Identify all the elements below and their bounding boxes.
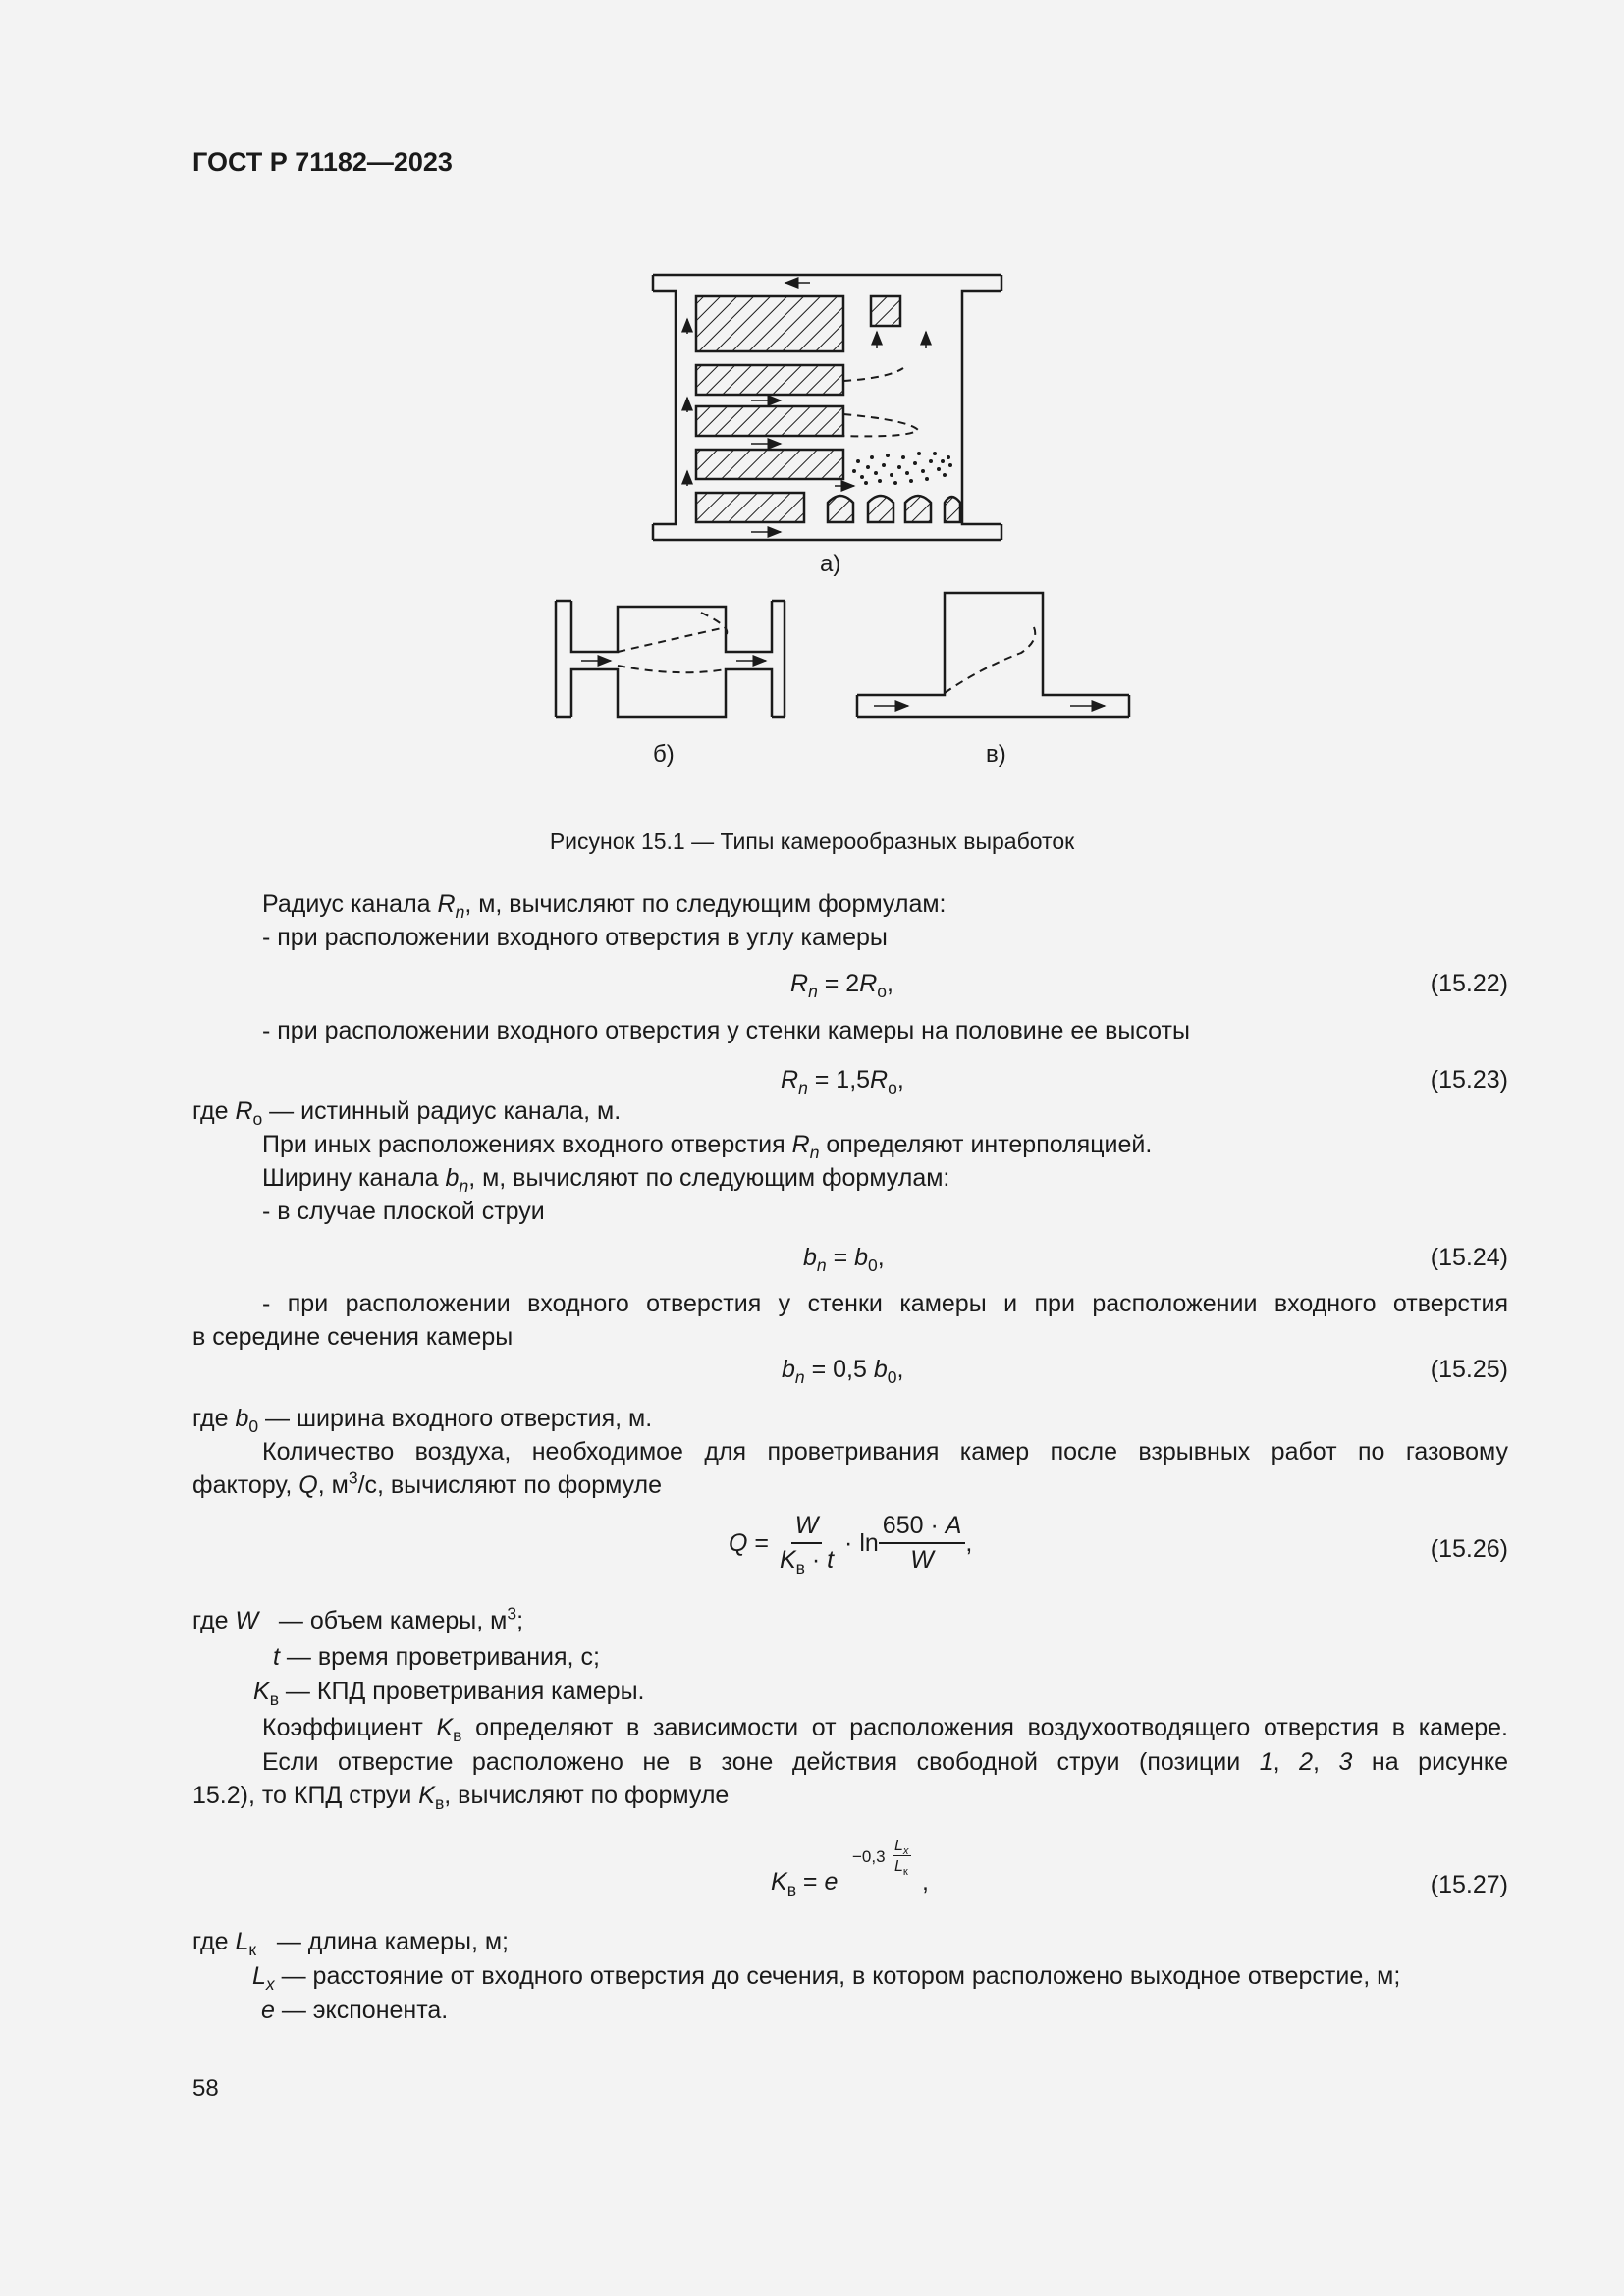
equation-number-15-24: (15.24) — [1430, 1244, 1508, 1271]
definition-w: где W — объем камеры, $м^3$; — [192, 1603, 524, 1634]
equation-15-23: $R_n = 1,5R_о$, — [781, 1066, 904, 1097]
figure-b-chamber — [556, 601, 785, 717]
definition-lx: $L_x$ — расстояние от входного отверстия до сечения, в котором расположено выходное отверстие, м; — [252, 1962, 1401, 1994]
figure-v-chamber — [857, 593, 1129, 717]
paragraph-width: Ширину канала $b_n$, м, вычисляют по следующим формулам: — [262, 1164, 950, 1196]
document-header: ГОСТ Р 71182—2023 — [192, 147, 453, 177]
definition-lk: где $L_к$ — длина камеры, м; — [192, 1928, 509, 1959]
figure-a-chamber — [653, 275, 1001, 540]
paragraph-wall-middle: - при расположении входного отверстия у стенки камеры и при расположении входного отверстия — [262, 1290, 1508, 1317]
figure-label-a: а) — [820, 551, 841, 577]
equation-15-25: $b_n = 0,5$ $b_0$, — [782, 1356, 904, 1387]
equation-number-15-25: (15.25) — [1430, 1356, 1508, 1383]
figure-label-b: б) — [653, 741, 675, 768]
equation-number-15-23: (15.23) — [1430, 1066, 1508, 1094]
paragraph-free-jet: Если отверстие расположено не в зоне действия свободной струи (позиции 1, 2, 3 на рисунке — [262, 1748, 1508, 1776]
definition-t: t — время проветривания, с; — [273, 1643, 600, 1671]
equation-15-24: $b_n = b_0$, — [803, 1244, 885, 1275]
definition-e: e — экспонента. — [261, 1997, 449, 2024]
paragraph-air-quantity: Количество воздуха, необходимое для проветривания камер после взрывных работ по газовому — [262, 1438, 1508, 1466]
equation-number-15-26: (15.26) — [1430, 1535, 1508, 1563]
paragraph-corner: - при расположении входного отверстия в углу камеры — [262, 924, 888, 951]
paragraph-interpolation: При иных расположениях входного отверстия $R_n$ определяют интерполяцией. — [262, 1131, 1153, 1162]
paragraph-factor: фактору, Q, $м^3/с$, вычисляют по формуле — [192, 1468, 663, 1499]
paragraph-wall: - при расположении входного отверстия у стенки камеры на половине ее высоты — [262, 1017, 1190, 1044]
paragraph-coefficient: Коэффициент $K_в$ определяют в зависимости от расположения воздухоотводящего отверстия в камере. — [262, 1714, 1508, 1745]
figure-a-dust-cloud — [852, 452, 952, 485]
equation-15-26: Q = $\frac{W}{K_в \cdot t}$ · ln $\frac{650 \cdot A}{W}$ , — [729, 1512, 973, 1577]
equation-15-22: $R_n = 2R_о$, — [790, 970, 893, 1001]
equation-number-15-22: (15.22) — [1430, 970, 1508, 997]
definition-ro: где $R_о$ — истинный радиус канала, м. — [192, 1097, 622, 1129]
page-number: 58 — [192, 2075, 219, 2102]
figure-caption: Рисунок 15.1 — Типы камерообразных выработок — [549, 828, 1075, 854]
equation-15-27: $K_в = e$ −0,3 $L_x$ $L_к$ , — [771, 1838, 929, 1899]
paragraph-middle: в середине сечения камеры — [192, 1323, 514, 1351]
definition-kv: $K_в$ — КПД проветривания камеры. — [253, 1678, 645, 1709]
paragraph-flat-jet: - в случае плоской струи — [262, 1198, 545, 1225]
paragraph-radius: Радиус канала $R_n$, м, вычисляют по следующим формулам: — [262, 890, 947, 922]
paragraph-efficiency: 15.2), то КПД струи $K_в$, вычисляют по формуле — [192, 1782, 730, 1813]
definition-b0: где $b_0$ — ширина входного отверстия, м. — [192, 1405, 653, 1436]
figure-label-v: в) — [986, 741, 1006, 768]
equation-number-15-27: (15.27) — [1430, 1871, 1508, 1898]
